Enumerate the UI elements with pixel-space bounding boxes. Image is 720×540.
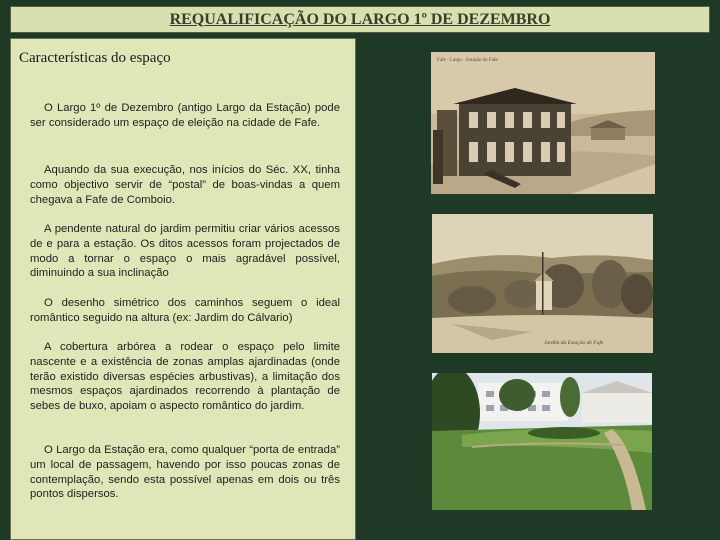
garden-postcard-photo: [432, 214, 653, 353]
paragraph-4: O desenho simétrico dos caminhos seguem o ideal romântico seguido na altura (ex: Jardim do Cálvario): [30, 297, 340, 324]
paragraph-1: O Largo 1º de Dezembro (antigo Largo da Estação) pode ser considerado um espaço de eleição na cidade de Fafe.: [30, 102, 340, 129]
title-bar: [10, 6, 710, 33]
text-panel: [10, 38, 356, 540]
paragraph-6: O Largo da Estação era, como qualquer “porta de entrada” um local de passagem, havendo por isso poucas zonas de contemplação, sendo esta possível apenas em dois ou três pontos dispersos.: [30, 444, 340, 501]
page-title: REQUALIFICAÇÃO DO LARGO 1º DE DEZEMBRO: [169, 10, 551, 28]
station-postcard-photo: [431, 52, 655, 194]
section-heading: Características do espaço: [19, 50, 171, 66]
garden-modern-photo: [432, 373, 652, 510]
paragraph-5: A cobertura arbórea a rodear o espaço pelo limite nascente e a existência de zonas amplas ajardinadas (onde terão existido diversas espécies arbustivas), a limitação dos mesmos espaços ajardinados recorrendo à plantação de sebes de buxo, apoiam o aspecto romântico do jardim.: [30, 341, 340, 413]
paragraph-2: Aquando da sua execução, nos inícios do Séc. XX, tinha como objectivo servir de “postal” de boas-vindas a quem chegava a Fafe de Comboio.: [30, 164, 340, 206]
postcard-caption-top: Fafe - Largo - Estação de Fafe: [437, 58, 498, 63]
postcard-caption-bottom: Jardim da Estação de Fafe: [544, 340, 604, 346]
paragraph-3: A pendente natural do jardim permitiu criar vários acessos de e para a estação. Os ditos acessos foram projectados de modo a tornar o espaço o mais agradável possível, diminuindo a sua inclinação: [30, 223, 340, 280]
